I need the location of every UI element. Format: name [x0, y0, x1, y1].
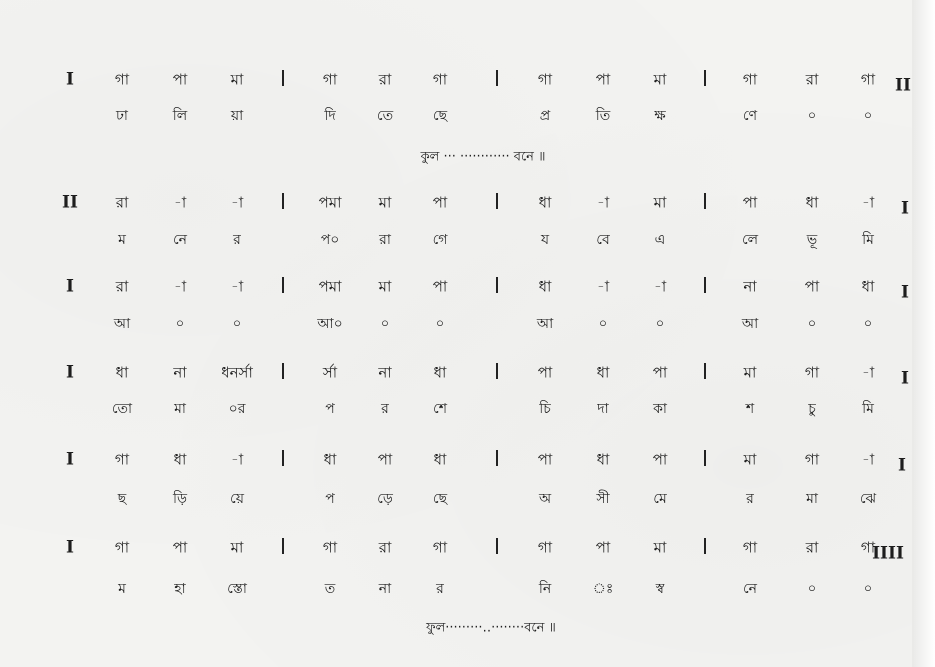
bar-line	[704, 277, 706, 293]
lyric-syllable: প	[325, 401, 335, 417]
lyric-syllable: য়ে	[230, 491, 244, 507]
lyric-syllable: বে	[596, 232, 610, 248]
lyric-syllable: ০	[380, 316, 390, 332]
lyric-syllable: ০	[232, 316, 242, 332]
note: মা	[743, 450, 757, 469]
lyric-syllable: চু	[808, 401, 816, 417]
lyric-syllable: ০	[175, 316, 185, 332]
start-symbol: I	[66, 276, 74, 297]
end-symbol: I	[901, 282, 909, 303]
note: গা	[432, 538, 448, 557]
lyric-syllable: ০	[655, 316, 665, 332]
note: রা	[378, 70, 392, 89]
start-symbol: II	[62, 192, 78, 213]
note: ধনর্সা	[221, 363, 253, 382]
lyric-syllable: তে	[376, 108, 394, 124]
note: মা	[653, 70, 667, 89]
lyric-syllable: ক্ষ	[654, 108, 666, 124]
note: রা	[805, 538, 819, 557]
note: গা	[804, 363, 820, 382]
bar-line	[704, 193, 706, 209]
lyric-syllable: মে	[653, 491, 667, 507]
bar-line	[282, 277, 284, 293]
bar-line	[282, 193, 284, 209]
lyric-syllable: প্র	[539, 108, 551, 124]
lyric-syllable: ০	[863, 581, 873, 597]
start-symbol: I	[66, 362, 74, 383]
lyric-syllable: মা	[806, 491, 818, 507]
note: ধা	[433, 363, 447, 382]
bar-line	[496, 538, 498, 554]
note: গা	[322, 70, 338, 89]
end-symbol: II	[895, 75, 911, 96]
note: গা	[804, 450, 820, 469]
bar-line	[496, 193, 498, 209]
note: মা	[653, 538, 667, 557]
lyric-syllable: র	[436, 581, 444, 597]
note: মা	[230, 538, 244, 557]
lyric-syllable: মি	[862, 232, 874, 248]
lyric-syllable: আ০	[317, 316, 343, 332]
note: পা	[595, 70, 611, 89]
note: গা	[322, 538, 338, 557]
note: র্সা	[322, 363, 338, 382]
lyric-syllable: আ	[113, 316, 131, 332]
lyric-syllable: ছ	[117, 491, 127, 507]
lyric-syllable: প	[325, 491, 335, 507]
bar-line	[704, 450, 706, 466]
lyric-syllable: ০	[807, 108, 817, 124]
note: পা	[172, 538, 188, 557]
note: গা	[114, 538, 130, 557]
note: ধা	[538, 193, 552, 212]
note: মা	[653, 193, 667, 212]
note: গা	[742, 538, 758, 557]
note: পা	[652, 450, 668, 469]
note: গা	[432, 70, 448, 89]
note: -া	[861, 193, 875, 212]
note: -া	[230, 450, 244, 469]
lyric-syllable: চি	[539, 401, 551, 417]
note: ধা	[115, 363, 129, 382]
lyric-syllable: ছে	[432, 108, 448, 124]
note: পা	[537, 450, 553, 469]
note: -া	[173, 193, 187, 212]
note: গা	[860, 538, 876, 557]
lyric-syllable: ম	[118, 232, 126, 248]
note: গা	[537, 70, 553, 89]
lyric-syllable: ০	[807, 581, 817, 597]
note: ধা	[861, 277, 875, 296]
end-symbol: I	[901, 368, 909, 389]
note: পা	[537, 363, 553, 382]
bar-line	[282, 363, 284, 379]
note: ধা	[596, 363, 610, 382]
lyric-syllable: র	[233, 232, 241, 248]
lyric-syllable: মা	[174, 401, 186, 417]
bar-line	[496, 277, 498, 293]
lyric-syllable: দা	[597, 401, 609, 417]
note: -া	[596, 193, 610, 212]
bar-line	[704, 70, 706, 86]
lyric-syllable: ড়ে	[377, 491, 393, 507]
start-symbol: I	[66, 69, 74, 90]
lyric-syllable: শ	[745, 401, 755, 417]
note: রা	[115, 277, 129, 296]
lyric-syllable: র	[381, 401, 389, 417]
start-symbol: I	[66, 537, 74, 558]
note: পা	[432, 277, 448, 296]
lyric-syllable: মি	[862, 401, 874, 417]
note: -া	[653, 277, 667, 296]
bar-line	[282, 70, 284, 86]
note: পমা	[318, 193, 342, 212]
lyric-syllable: লে	[741, 232, 759, 248]
lyric-syllable: দি	[324, 108, 336, 124]
lyric-syllable: এ	[654, 232, 666, 248]
note: না	[173, 363, 187, 382]
note: গা	[114, 450, 130, 469]
lyric-syllable: ত	[324, 581, 336, 597]
note: ধা	[173, 450, 187, 469]
lyric-syllable: ণে	[742, 108, 758, 124]
end-symbol: IIII	[872, 543, 904, 564]
lyric-syllable: ০	[863, 316, 873, 332]
bar-line	[282, 538, 284, 554]
lyric-syllable: ছে	[432, 491, 448, 507]
note: রা	[805, 70, 819, 89]
note: ধা	[538, 277, 552, 296]
note: পা	[595, 538, 611, 557]
note: গা	[742, 70, 758, 89]
lyric-syllable: ০	[863, 108, 873, 124]
page-edge	[912, 0, 935, 667]
lyric-syllable: ভূ	[806, 232, 818, 248]
note: পা	[652, 363, 668, 382]
lyric-syllable: নে	[172, 232, 188, 248]
note: পা	[172, 70, 188, 89]
lyric-syllable: ঝে	[859, 491, 877, 507]
note: -া	[861, 363, 875, 382]
lyric-syllable: তো	[111, 401, 133, 417]
note: -া	[230, 193, 244, 212]
note: ধা	[596, 450, 610, 469]
lyric-syllable: প০	[320, 232, 340, 248]
note: মা	[378, 277, 392, 296]
lyric-syllable: ০র	[228, 401, 246, 417]
note: রা	[115, 193, 129, 212]
note: -া	[173, 277, 187, 296]
note: পমা	[318, 277, 342, 296]
lyric-syllable: না	[378, 581, 392, 597]
lyric-syllable: অ	[538, 491, 552, 507]
lyric-syllable: আ	[536, 316, 554, 332]
lyric-syllable: র	[746, 491, 754, 507]
note: পা	[377, 450, 393, 469]
note: পা	[432, 193, 448, 212]
bar-line	[704, 363, 706, 379]
lyric-syllable: তি	[595, 108, 611, 124]
note: ধা	[805, 193, 819, 212]
note: গা	[860, 70, 876, 89]
end-symbol: I	[898, 455, 906, 476]
lyric-syllable: হা	[174, 581, 186, 597]
lyric-syllable: স্তো	[227, 581, 247, 597]
note: ধা	[433, 450, 447, 469]
lyric-syllable: রা	[379, 232, 391, 248]
note: গা	[537, 538, 553, 557]
note: ধা	[323, 450, 337, 469]
lyric-syllable: ম	[118, 581, 126, 597]
interlude-text: কুল ··· ············ বনে ॥	[420, 149, 546, 165]
lyric-syllable: ০	[807, 316, 817, 332]
bar-line	[282, 450, 284, 466]
interlude-text: ফুল·········‥········বনে ॥	[426, 620, 556, 636]
bar-line	[496, 363, 498, 379]
lyric-syllable: ড়ি	[173, 491, 187, 507]
note: মা	[230, 70, 244, 89]
lyric-syllable: ০	[598, 316, 608, 332]
note: পা	[804, 277, 820, 296]
lyric-syllable: কা	[653, 401, 667, 417]
lyric-syllable: স্ব	[655, 581, 665, 597]
note: -া	[596, 277, 610, 296]
lyric-syllable: নে	[742, 581, 758, 597]
lyric-syllable: আ	[741, 316, 759, 332]
lyric-syllable: ০	[435, 316, 445, 332]
lyric-syllable: গে	[432, 232, 448, 248]
bar-line	[496, 450, 498, 466]
lyric-syllable: লি	[172, 108, 188, 124]
note: না	[743, 277, 757, 296]
note: -া	[861, 450, 875, 469]
lyric-syllable: য়া	[230, 108, 244, 124]
lyric-syllable: ঢা	[116, 108, 128, 124]
bar-line	[704, 538, 706, 554]
end-symbol: I	[901, 198, 909, 219]
lyric-syllable: য	[540, 232, 550, 248]
note: মা	[743, 363, 757, 382]
bar-line	[496, 70, 498, 86]
lyric-syllable: সী	[596, 491, 610, 507]
lyric-syllable: ঃ	[592, 581, 614, 597]
note: না	[378, 363, 392, 382]
note: -া	[230, 277, 244, 296]
note: মা	[378, 193, 392, 212]
lyric-syllable: নি	[538, 581, 552, 597]
note: গা	[114, 70, 130, 89]
start-symbol: I	[66, 449, 74, 470]
note: রা	[378, 538, 392, 557]
note: পা	[742, 193, 758, 212]
lyric-syllable: শে	[433, 401, 447, 417]
